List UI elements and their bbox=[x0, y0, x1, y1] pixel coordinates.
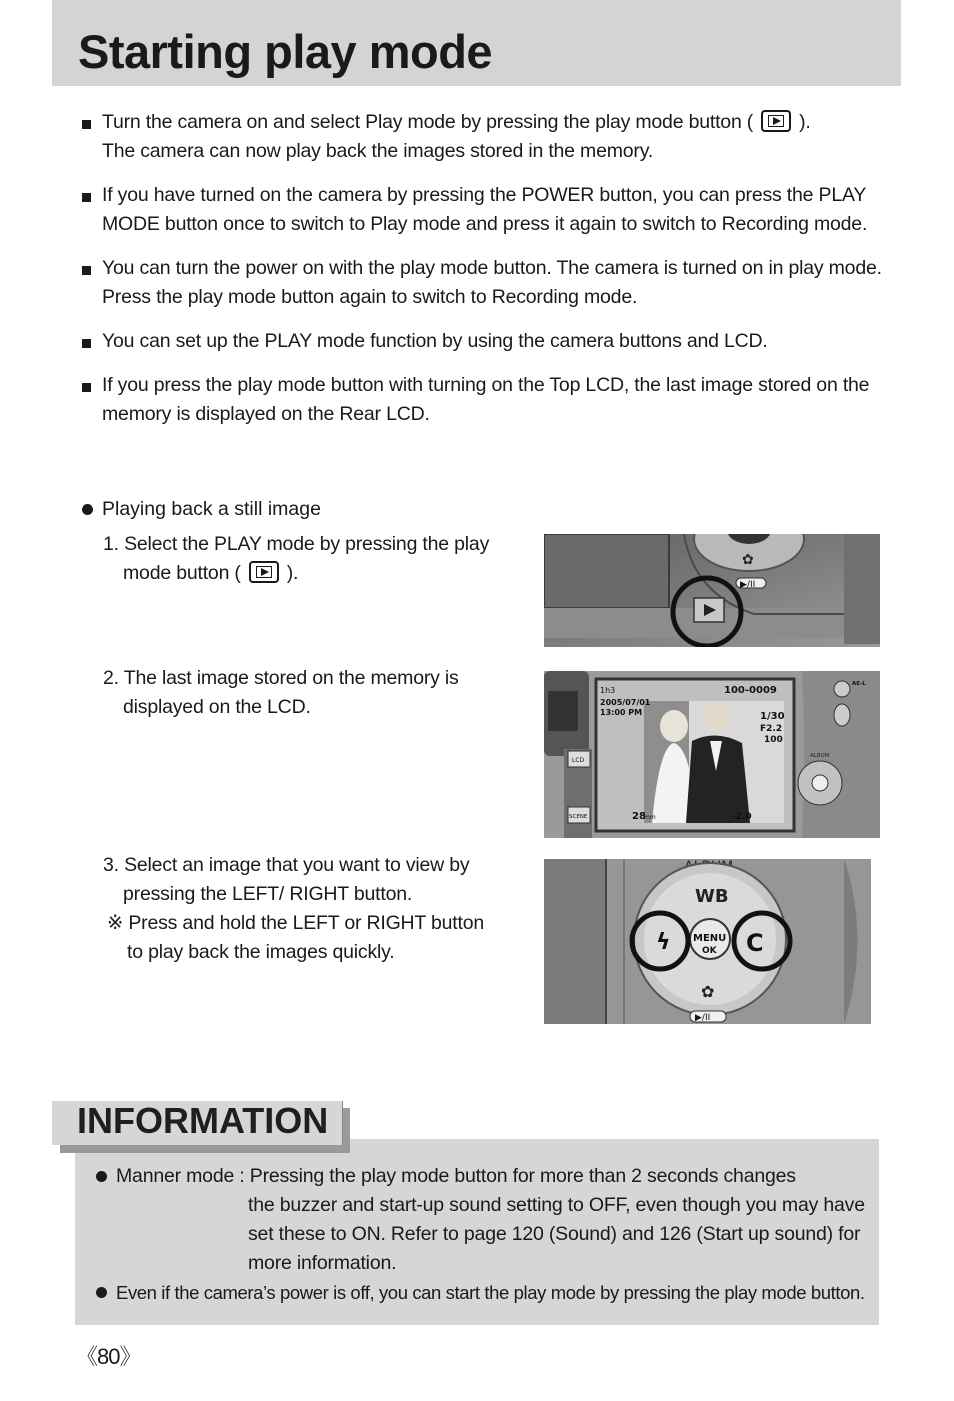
step-1: 1. Select the PLAY mode by pressing the play mode button ( ). bbox=[103, 533, 490, 584]
scene-button-label: SCENE bbox=[569, 814, 588, 820]
page-number: 《80》 bbox=[76, 1344, 141, 1369]
lcd-iso: 100 bbox=[764, 735, 783, 745]
camera-back-illustration bbox=[544, 534, 880, 647]
dpad-illustration bbox=[544, 859, 871, 1024]
section-heading: Playing back a still image bbox=[80, 495, 321, 524]
square-bullet-icon bbox=[82, 383, 91, 392]
macro-icon: ✿ bbox=[701, 982, 715, 1001]
lcd-focal: 28 bbox=[632, 811, 646, 822]
play-pause-label: ▶/II bbox=[695, 1013, 711, 1023]
play-mode-button-icon bbox=[761, 110, 791, 132]
note-text: ※ Press and hold the LEFT or RIGHT button bbox=[107, 912, 485, 934]
flash-icon: ϟ bbox=[656, 930, 671, 955]
camera-play-button-photo bbox=[544, 534, 880, 647]
lcd-shutter: 1/30 bbox=[760, 711, 785, 722]
bullet-item: Turn the camera on and select Play mode by pressing the play mode button ( ). The camera can now play back the images stored in the memory. bbox=[80, 108, 900, 166]
bullet-item: If you press the play mode button with turning on the Top LCD, the last image stored on the memory is displayed on the Rear LCD. bbox=[80, 371, 900, 429]
lcd-count: 1h3 bbox=[600, 686, 616, 695]
step-2: 2. The last image stored on the memory is displayed on the LCD. bbox=[103, 667, 459, 718]
round-bullet-icon bbox=[96, 1171, 107, 1182]
information-label: INFORMATION bbox=[77, 1100, 329, 1141]
bullet-item: You can turn the power on with the play mode button. The camera is turned on in play mode. Press the play mode button again to switch to Recording mode. bbox=[80, 254, 900, 312]
information-tab bbox=[52, 1101, 343, 1145]
lcd-time: 13:00 PM bbox=[600, 708, 643, 717]
bullet-item: If you have turned on the camera by pressing the POWER button, you can press the PLAY MODE button once to switch to Play mode and press it again to switch to Recording mode. bbox=[80, 181, 900, 239]
lcd-ev: -2.0 bbox=[732, 812, 752, 822]
lcd-aperture: F2.2 bbox=[760, 724, 783, 734]
play-mode-button-icon bbox=[249, 561, 279, 583]
bullet-item: You can set up the PLAY mode function by using the camera buttons and LCD. bbox=[80, 327, 900, 356]
square-bullet-icon bbox=[82, 339, 91, 348]
menu-label: MENU bbox=[693, 933, 727, 944]
svg-text:▶/II: ▶/II bbox=[740, 580, 756, 590]
information-item: Manner mode : Pressing the play mode button for more than 2 seconds changes the buzzer and start-up sound setting to OFF, even though you may have set these to ON. Refer to page 120 (Sound) and 126 (Start up sound) for more information. bbox=[96, 1162, 876, 1278]
step-3: 3. Select an image that you want to view by pressing the LEFT/ RIGHT button. ※ Press and hold the LEFT or RIGHT button to play back the images quickly. bbox=[103, 851, 523, 967]
lcd-focal-unit: mm bbox=[644, 814, 656, 821]
information-item: Even if the camera’s power is off, you can start the play mode by pressing the play mode button. bbox=[96, 1278, 876, 1307]
round-bullet-icon bbox=[82, 504, 93, 515]
lcd-file-number: 100-0009 bbox=[724, 685, 777, 696]
square-bullet-icon bbox=[82, 193, 91, 202]
title-bar bbox=[52, 0, 901, 86]
square-bullet-icon bbox=[82, 266, 91, 275]
album-label-small: ALBUM bbox=[810, 753, 830, 759]
ok-label: OK bbox=[702, 946, 717, 956]
c-label: C bbox=[746, 929, 764, 957]
intro-bullets bbox=[80, 108, 900, 444]
ae-l-label: AE-L bbox=[852, 681, 866, 687]
camera-direction-buttons-photo bbox=[544, 859, 871, 1024]
lcd-button-label: LCD bbox=[572, 757, 585, 764]
lcd-screen-illustration bbox=[544, 671, 880, 838]
wb-label: WB bbox=[695, 886, 729, 907]
page-title: Starting play mode bbox=[78, 25, 493, 78]
round-bullet-icon bbox=[96, 1287, 107, 1298]
camera-lcd-photo bbox=[544, 671, 880, 838]
square-bullet-icon bbox=[82, 120, 91, 129]
lcd-date: 2005/07/01 bbox=[600, 698, 651, 707]
svg-text:✿: ✿ bbox=[742, 552, 754, 568]
